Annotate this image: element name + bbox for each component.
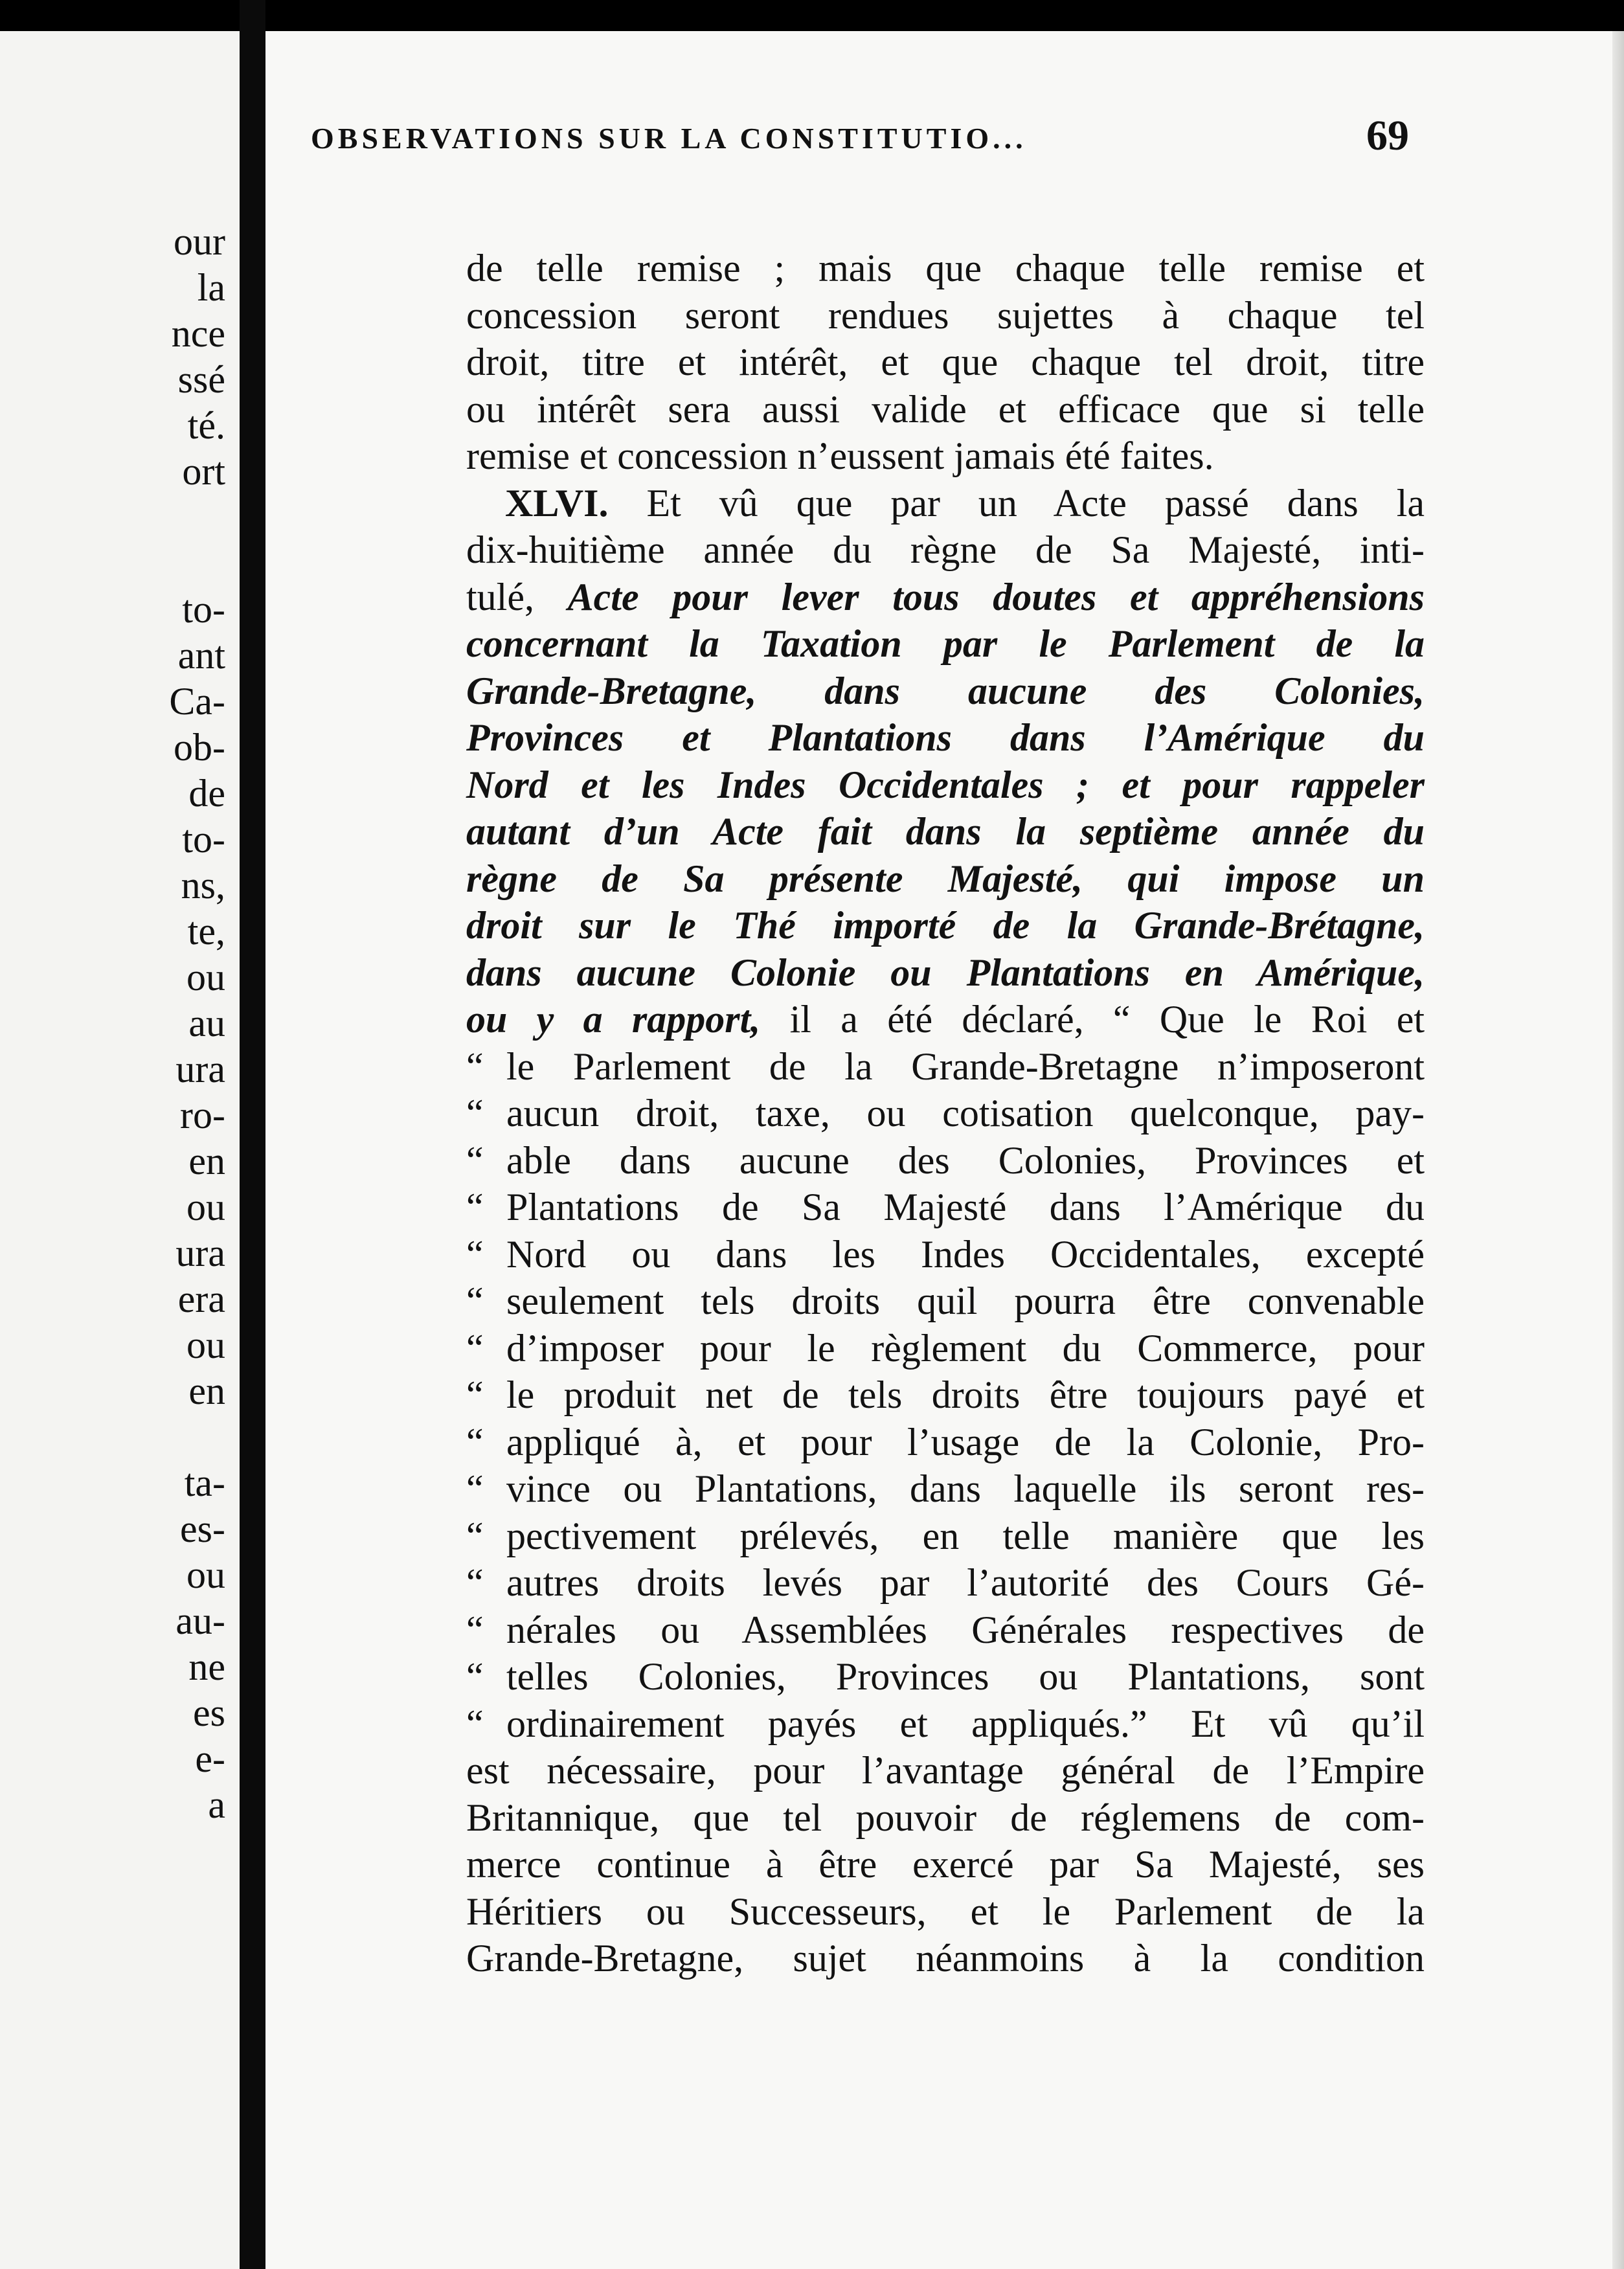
- quoted-line: “ seulement tels droits quil pourra être convenable: [466, 1280, 1425, 1322]
- left-fragment: de: [188, 772, 225, 815]
- left-fragment: ob-: [174, 726, 225, 769]
- article-number: XLVI.: [505, 481, 609, 525]
- left-fragment: to-: [182, 818, 225, 861]
- left-fragment: nce: [171, 312, 225, 355]
- left-fragment: ns,: [181, 864, 225, 907]
- left-fragment: [169, 495, 225, 541]
- quoted-line: “ able dans aucune des Colonies, Provinces et: [466, 1138, 1425, 1182]
- left-fragment: ro-: [180, 1094, 225, 1136]
- left-fragment: to-: [182, 588, 225, 631]
- quoted-line: “ telles Colonies, Provinces ou Plantations, sont: [466, 1655, 1425, 1698]
- left-fragment: ou: [186, 1186, 225, 1228]
- text-line: autant d’un Acte fait dans la septième année du: [466, 810, 1425, 853]
- quoted-line: “ d’imposer pour le règlement du Commerce, pour: [466, 1326, 1425, 1370]
- page-number: 69: [1366, 112, 1409, 159]
- text-line: ou y a rapport, il a été déclaré, “ Que le Roi et: [466, 998, 1425, 1041]
- text-line: est nécessaire, pour l’avantage général de l’Empire: [466, 1749, 1425, 1792]
- text-line: ou intérêt sera aussi valide et efficace que si telle: [466, 387, 1425, 431]
- text-line: XLVI. Et vû que par un Acte passé dans la: [505, 481, 1425, 525]
- left-fragment: a: [208, 1783, 225, 1826]
- text-line: tulé, Acte pour lever tous doutes et appréhensions: [466, 575, 1425, 618]
- text-line: dix-huitième année du règne de Sa Majesté, inti-: [466, 528, 1425, 571]
- left-fragment: la: [197, 266, 225, 309]
- text-line: Provinces et Plantations dans l’Amérique du: [466, 716, 1425, 759]
- text-line: règne de Sa présente Majesté, qui impose un: [466, 857, 1425, 900]
- left-fragment: ou: [186, 1324, 225, 1366]
- text-line: Grande-Bretagne, dans aucune des Colonies,: [466, 669, 1425, 712]
- left-fragment: ort: [182, 450, 225, 493]
- quoted-line: “ nérales ou Assemblées Générales respectives de: [466, 1608, 1425, 1651]
- text-line: Nord et les Indes Occidentales ; et pour rappeler: [466, 763, 1425, 806]
- page-edge-shadow: [1612, 31, 1624, 2269]
- quoted-line: “ Nord ou dans les Indes Occidentales, excepté: [466, 1232, 1425, 1276]
- left-fragment: e-: [195, 1737, 225, 1780]
- left-fragment: era: [177, 1278, 225, 1320]
- quoted-line: “ le Parlement de la Grande-Bretagne n’imposeront: [466, 1044, 1425, 1088]
- left-fragment: en: [188, 1370, 225, 1412]
- left-page-fragments: [169, 219, 225, 1828]
- text-line: droit sur le Thé importé de la Grande-Brétagne,: [466, 904, 1425, 947]
- text-line: Britannique, que tel pouvoir de réglemens de com-: [466, 1796, 1425, 1839]
- left-fragment: té.: [187, 404, 225, 447]
- text-line: dans aucune Colonie ou Plantations en Amérique,: [466, 951, 1425, 994]
- text-line: concession seront rendues sujettes à chaque tel: [466, 293, 1425, 337]
- book-gutter: [240, 0, 265, 2269]
- running-head: OBSERVATIONS SUR LA CONSTITUTIO...: [311, 122, 1027, 155]
- left-fragment: ou: [186, 956, 225, 999]
- text-line: de telle remise ; mais que chaque telle remise et: [466, 247, 1425, 289]
- left-fragment: [169, 541, 225, 587]
- left-fragment: ta-: [184, 1462, 225, 1504]
- quoted-line: “ autres droits levés par l’autorité des Cours Gé-: [466, 1561, 1425, 1604]
- left-fragment: ant: [177, 634, 225, 677]
- quoted-line: “ Plantations de Sa Majesté dans l’Amérique du: [466, 1186, 1425, 1228]
- left-fragment: [169, 1414, 225, 1460]
- text-line: Héritiers ou Successeurs, et le Parlement de la: [466, 1890, 1425, 1933]
- quoted-line: “ ordinairement payés et appliqués.” Et vû qu’il: [466, 1702, 1425, 1745]
- left-fragment: our: [174, 220, 225, 263]
- quoted-line: “ le produit net de tels droits être toujours payé et: [466, 1373, 1425, 1416]
- left-page-edge: [0, 31, 240, 2269]
- left-fragment: te,: [187, 910, 225, 953]
- text-line: merce continue à être exercé par Sa Majesté, ses: [466, 1843, 1425, 1886]
- left-fragment: Ca-: [169, 680, 225, 723]
- left-fragment: es: [193, 1691, 225, 1734]
- left-fragment: ura: [175, 1232, 225, 1274]
- quoted-line: “ appliqué à, et pour l’usage de la Colonie, Pro-: [466, 1420, 1425, 1463]
- text-line: droit, titre et intérêt, et que chaque tel droit, titre: [466, 341, 1425, 383]
- left-fragment: ssé: [177, 358, 225, 401]
- act-title: Acte pour lever tous doutes et appréhensions: [567, 575, 1425, 618]
- quoted-line: “ aucun droit, taxe, ou cotisation quelconque, pay-: [466, 1092, 1425, 1134]
- left-fragment: au-: [175, 1599, 225, 1642]
- left-fragment: ura: [175, 1048, 225, 1090]
- quoted-line: “ pectivement prélevés, en telle manière que les: [466, 1514, 1425, 1557]
- quoted-line: “ vince ou Plantations, dans laquelle ils seront res-: [466, 1467, 1425, 1510]
- left-fragment: au: [188, 1002, 225, 1044]
- text-line: remise et concession n’eussent jamais été faites.: [466, 435, 1214, 477]
- left-fragment: ou: [186, 1553, 225, 1596]
- left-fragment: ne: [188, 1645, 225, 1688]
- text-line: Grande-Bretagne, sujet néanmoins à la condition: [466, 1937, 1425, 1980]
- left-fragment: en: [188, 1140, 225, 1182]
- body-text: [466, 245, 1425, 1982]
- left-fragment: es-: [180, 1507, 225, 1550]
- text-line: concernant la Taxation par le Parlement de la: [466, 622, 1425, 665]
